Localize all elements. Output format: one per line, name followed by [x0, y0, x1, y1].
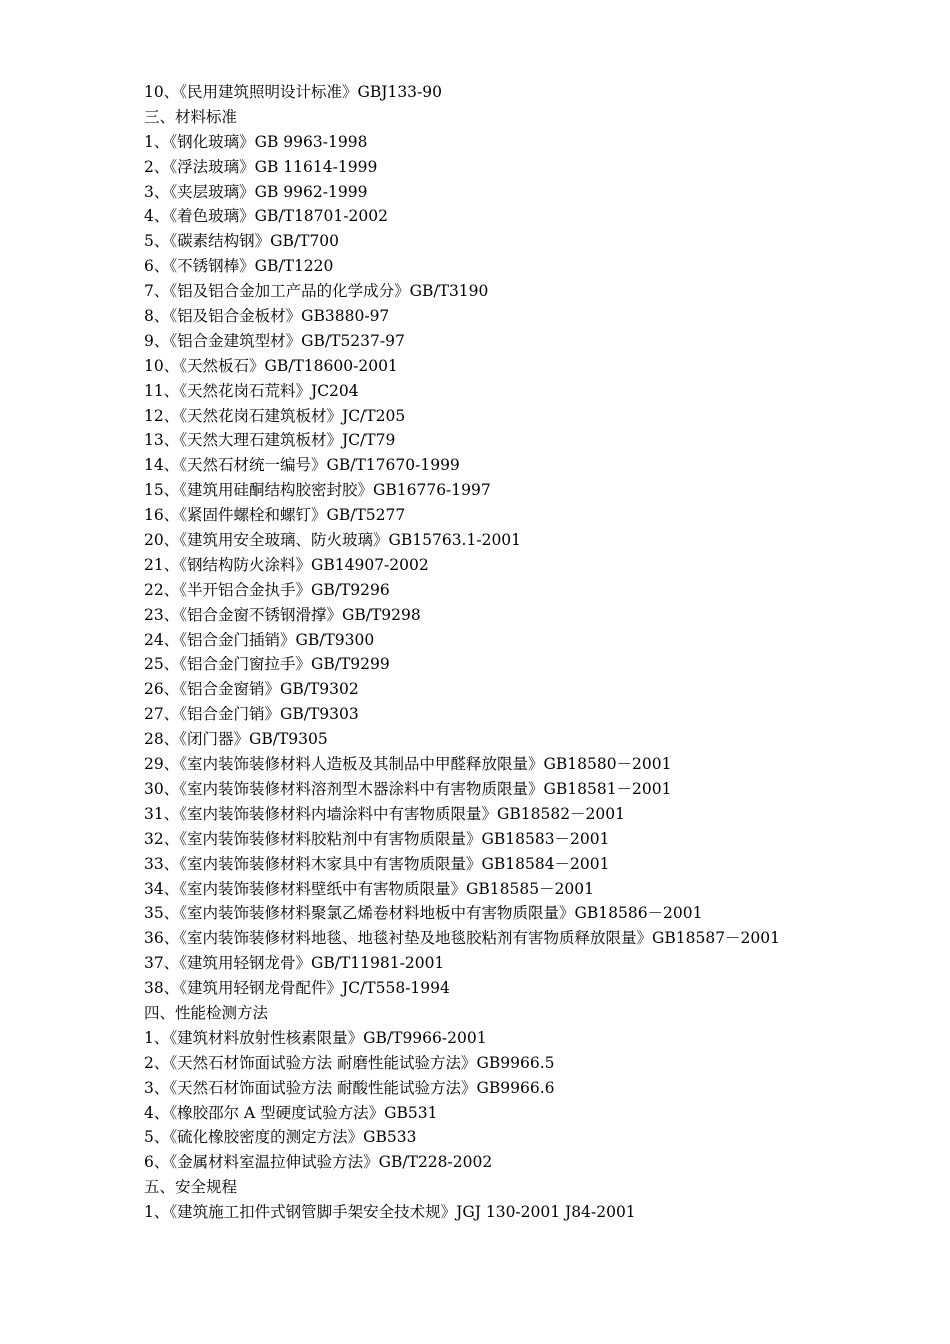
- text-line: 五、安全规程: [144, 1178, 238, 1197]
- text-line: 35、《室内装饰装修材料聚氯乙烯卷材料地板中有害物质限量》GB18586－2001: [144, 904, 703, 923]
- text-line: 7、《铝及铝合金加工产品的化学成分》GB/T3190: [144, 282, 489, 301]
- text-line: 34、《室内装饰装修材料壁纸中有害物质限量》GB18585－2001: [144, 879, 595, 898]
- text-line: 15、《建筑用硅酮结构胶密封胶》GB16776-1997: [144, 481, 491, 500]
- text-line: 24、《铝合金门插销》GB/T9300: [144, 630, 375, 649]
- text-line: 3、《夹层玻璃》GB 9962-1999: [144, 182, 368, 201]
- text-line: 6、《不锈钢棒》GB/T1220: [144, 257, 334, 276]
- text-line: 1、《建筑材料放射性核素限量》GB/T9966-2001: [144, 1028, 487, 1047]
- text-line: 9、《铝合金建筑型材》GB/T5237-97: [144, 331, 405, 350]
- text-line: 6、《金属材料室温拉伸试验方法》GB/T228-2002: [144, 1153, 493, 1172]
- text-line: 四、性能检测方法: [144, 1003, 269, 1022]
- text-line: 11、《天然花岗石荒料》JC204: [144, 381, 359, 400]
- text-line: 12、《天然花岗石建筑板材》JC/T205: [144, 406, 406, 425]
- text-line: 10、《天然板石》GB/T18600-2001: [144, 356, 398, 375]
- text-line: 26、《铝合金窗销》GB/T9302: [144, 680, 359, 699]
- text-line: 38、《建筑用轻钢龙骨配件》JC/T558-1994: [144, 979, 450, 998]
- text-line: 36、《室内装饰装修材料地毯、地毯衬垫及地毯胶粘剂有害物质释放限量》GB18587－2001: [144, 929, 781, 948]
- text-line: 8、《铝及铝合金板材》GB3880-97: [144, 307, 390, 326]
- text-line: 23、《铝合金窗不锈钢滑撑》GB/T9298: [144, 605, 421, 624]
- text-line: 32、《室内装饰装修材料胶粘剂中有害物质限量》GB18583－2001: [144, 829, 610, 848]
- text-line: 33、《室内装饰装修材料木家具中有害物质限量》GB18584－2001: [144, 854, 610, 873]
- text-line: 31、《室内装饰装修材料内墙涂料中有害物质限量》GB18582－2001: [144, 804, 626, 823]
- text-line: 21、《钢结构防火涂料》GB14907-2002: [144, 555, 429, 574]
- text-line: 5、《硫化橡胶密度的测定方法》GB533: [144, 1128, 417, 1147]
- text-line: 4、《橡胶邵尔 A 型硬度试验方法》GB531: [144, 1103, 438, 1122]
- text-line: 28、《闭门器》GB/T9305: [144, 730, 328, 749]
- text-line: 29、《室内装饰装修材料人造板及其制品中甲醛释放限量》GB18580－2001: [144, 755, 672, 774]
- text-line: 3、《天然石材饰面试验方法 耐酸性能试验方法》GB9966.6: [144, 1078, 555, 1097]
- text-line: 1、《建筑施工扣件式钢管脚手架安全技术规》JGJ 130-2001 J84-2001: [144, 1203, 636, 1222]
- text-line: 2、《浮法玻璃》GB 11614-1999: [144, 157, 378, 176]
- text-line: 1、《钢化玻璃》GB 9963-1998: [144, 132, 368, 151]
- standards-list: [144, 80, 924, 1225]
- text-line: 14、《天然石材统一编号》GB/T17670-1999: [144, 456, 460, 475]
- text-line: 30、《室内装饰装修材料溶剂型木器涂料中有害物质限量》GB18581－2001: [144, 779, 672, 798]
- text-line: 5、《碳素结构钢》GB/T700: [144, 232, 340, 251]
- text-line: 37、《建筑用轻钢龙骨》GB/T11981-2001: [144, 954, 445, 973]
- text-line: 22、《半开铝合金执手》GB/T9296: [144, 580, 390, 599]
- text-line: 2、《天然石材饰面试验方法 耐磨性能试验方法》GB9966.5: [144, 1053, 555, 1072]
- text-line: 4、《着色玻璃》GB/T18701-2002: [144, 207, 388, 226]
- text-line: 10、《民用建筑照明设计标准》GBJ133-90: [144, 83, 443, 101]
- text-line: 16、《紧固件螺栓和螺钉》GB/T5277: [144, 506, 406, 525]
- text-line: 13、《天然大理石建筑板材》JC/T79: [144, 431, 396, 450]
- text-line: 三、材料标准: [144, 107, 238, 126]
- text-line: 20、《建筑用安全玻璃、防火玻璃》GB15763.1-2001: [144, 531, 522, 550]
- text-line: 27、《铝合金门销》GB/T9303: [144, 705, 359, 724]
- text-line: 25、《铝合金门窗拉手》GB/T9299: [144, 655, 390, 674]
